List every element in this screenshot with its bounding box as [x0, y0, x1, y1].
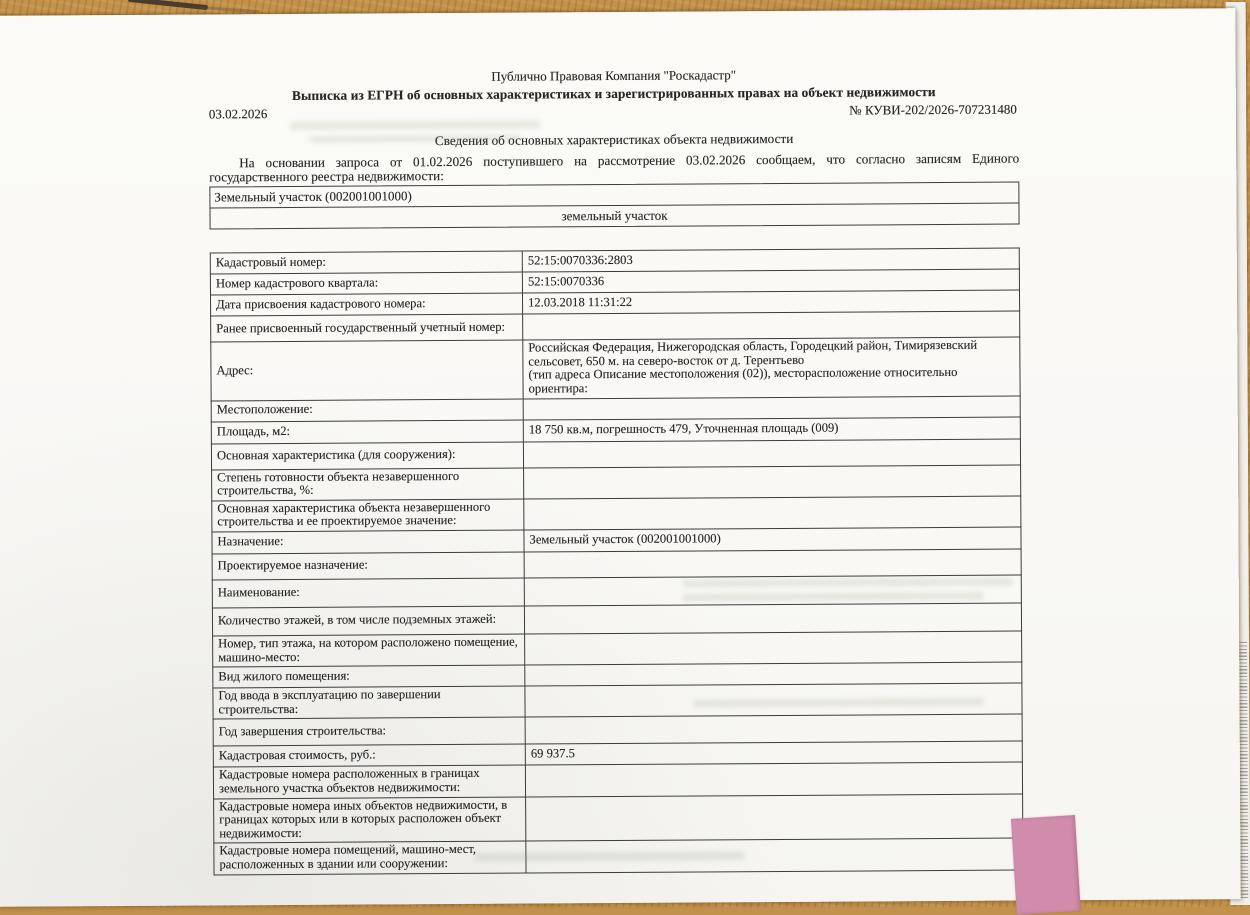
table-row [213, 631, 1022, 667]
row-label: Основная характеристика объекта незавершенного строительства и ее проектируемое значение: [212, 499, 524, 532]
bleed-artifact [310, 135, 520, 143]
row-value: 52:15:0070336 [522, 269, 1019, 293]
row-label: Кадастровые номера помещений, машино-мест, расположенных в здании или сооружении: [214, 841, 526, 874]
row-label: Вид жилого помещения: [213, 665, 525, 688]
egrn-table [210, 248, 1024, 875]
intro-paragraph: На основании запроса от 01.02.2026 поступившего на рассмотрение 03.02.2026 сообщаем, что согласно записям Единого государственного реестра недвижимости: [209, 150, 1020, 185]
table-row [212, 465, 1021, 501]
row-value [524, 465, 1021, 499]
table-row [213, 762, 1022, 798]
row-label: Назначение: [212, 530, 524, 554]
paper-sheet [0, 8, 1241, 907]
row-value [523, 311, 1020, 340]
row-value [525, 662, 1022, 686]
object-kind-box: земельный участок [561, 207, 668, 224]
object-header-box [209, 181, 1019, 230]
section-title: Сведения об основных характеристиках объекта недвижимости [434, 131, 794, 149]
row-value: 69 937.5 [525, 741, 1022, 765]
row-value [524, 549, 1021, 578]
row-value [526, 794, 1023, 842]
row-label: Площадь, м2: [211, 420, 523, 444]
row-label: Ранее присвоенный государственный учетный номер: [211, 314, 523, 342]
row-label: Местоположение: [211, 399, 523, 422]
row-label: Наименование: [212, 578, 524, 608]
row-label: Количество этажей, в том числе подземных этажей: [212, 606, 524, 636]
row-label: Адрес: [211, 340, 523, 400]
row-value: Земельный участок (002001001000) [524, 527, 1021, 552]
row-value [525, 631, 1022, 665]
row-value [525, 762, 1022, 796]
document-content [209, 66, 1024, 876]
row-label: Степень готовности объекта незавершенного строительства, %: [212, 468, 524, 501]
row-value [524, 496, 1021, 530]
row-label: Проектируемое назначение: [212, 552, 524, 580]
row-value: 52:15:0070336:2803 [522, 248, 1019, 272]
row-label: Год ввода в эксплуатацию по завершении строительства: [213, 686, 525, 719]
doc-meta-row [209, 102, 1019, 122]
row-value [523, 396, 1020, 420]
row-label: Кадастровые номера расположенных в границах земельного участка объектов недвижимости: [213, 765, 525, 798]
bleed-artifact [290, 120, 540, 130]
row-label: Номер, тип этажа, на котором расположено помещение, машино-место: [213, 634, 525, 667]
row-label: Кадастровая стоимость, руб.: [213, 744, 525, 767]
table-row [212, 496, 1021, 532]
row-label: Основная характеристика (для сооружения): [211, 442, 523, 470]
org-name: Публично Правовая Компания "Роскадастр" [491, 67, 737, 84]
sticky-note [1011, 815, 1081, 915]
row-label: Кадастровый номер: [210, 251, 522, 274]
row-value: Российская Федерация, Нижегородская область, Городецкий район, Тимирязевский сельсовет, 650 м. на северо-восток от д. Терентьево (тип адреса Описание местоположения (02)), месторасположение относительно ориентира: [523, 337, 1020, 398]
doc-number: № КУВИ-202/2026-707231480 [849, 101, 1017, 118]
table-row [211, 337, 1020, 400]
table-row [214, 794, 1023, 844]
object-type-box: Земельный участок (002001001000) [210, 182, 1018, 208]
row-value: 18 750 кв.м, погрешность 479, Уточненная площадь (009) [523, 417, 1020, 442]
row-label: Номер кадастрового квартала: [210, 272, 522, 295]
doc-title: Выписка из ЕГРН об основных характеристиках и зарегистрированных правах на объект недвижимости [291, 84, 936, 104]
row-label: Год завершения строительства: [213, 717, 525, 746]
row-label: Дата присвоения кадастрового номера: [211, 293, 523, 316]
row-value [524, 603, 1021, 634]
doc-date: 03.02.2026 [208, 106, 268, 122]
row-value [523, 439, 1020, 468]
row-value: 12.03.2018 11:31:22 [522, 290, 1019, 314]
bleed-artifact [474, 851, 744, 862]
row-value [525, 714, 1022, 744]
row-label: Кадастровые номера иных объектов недвижимости, в границах которых или в которых расположен объект недвижимости: [214, 797, 526, 844]
